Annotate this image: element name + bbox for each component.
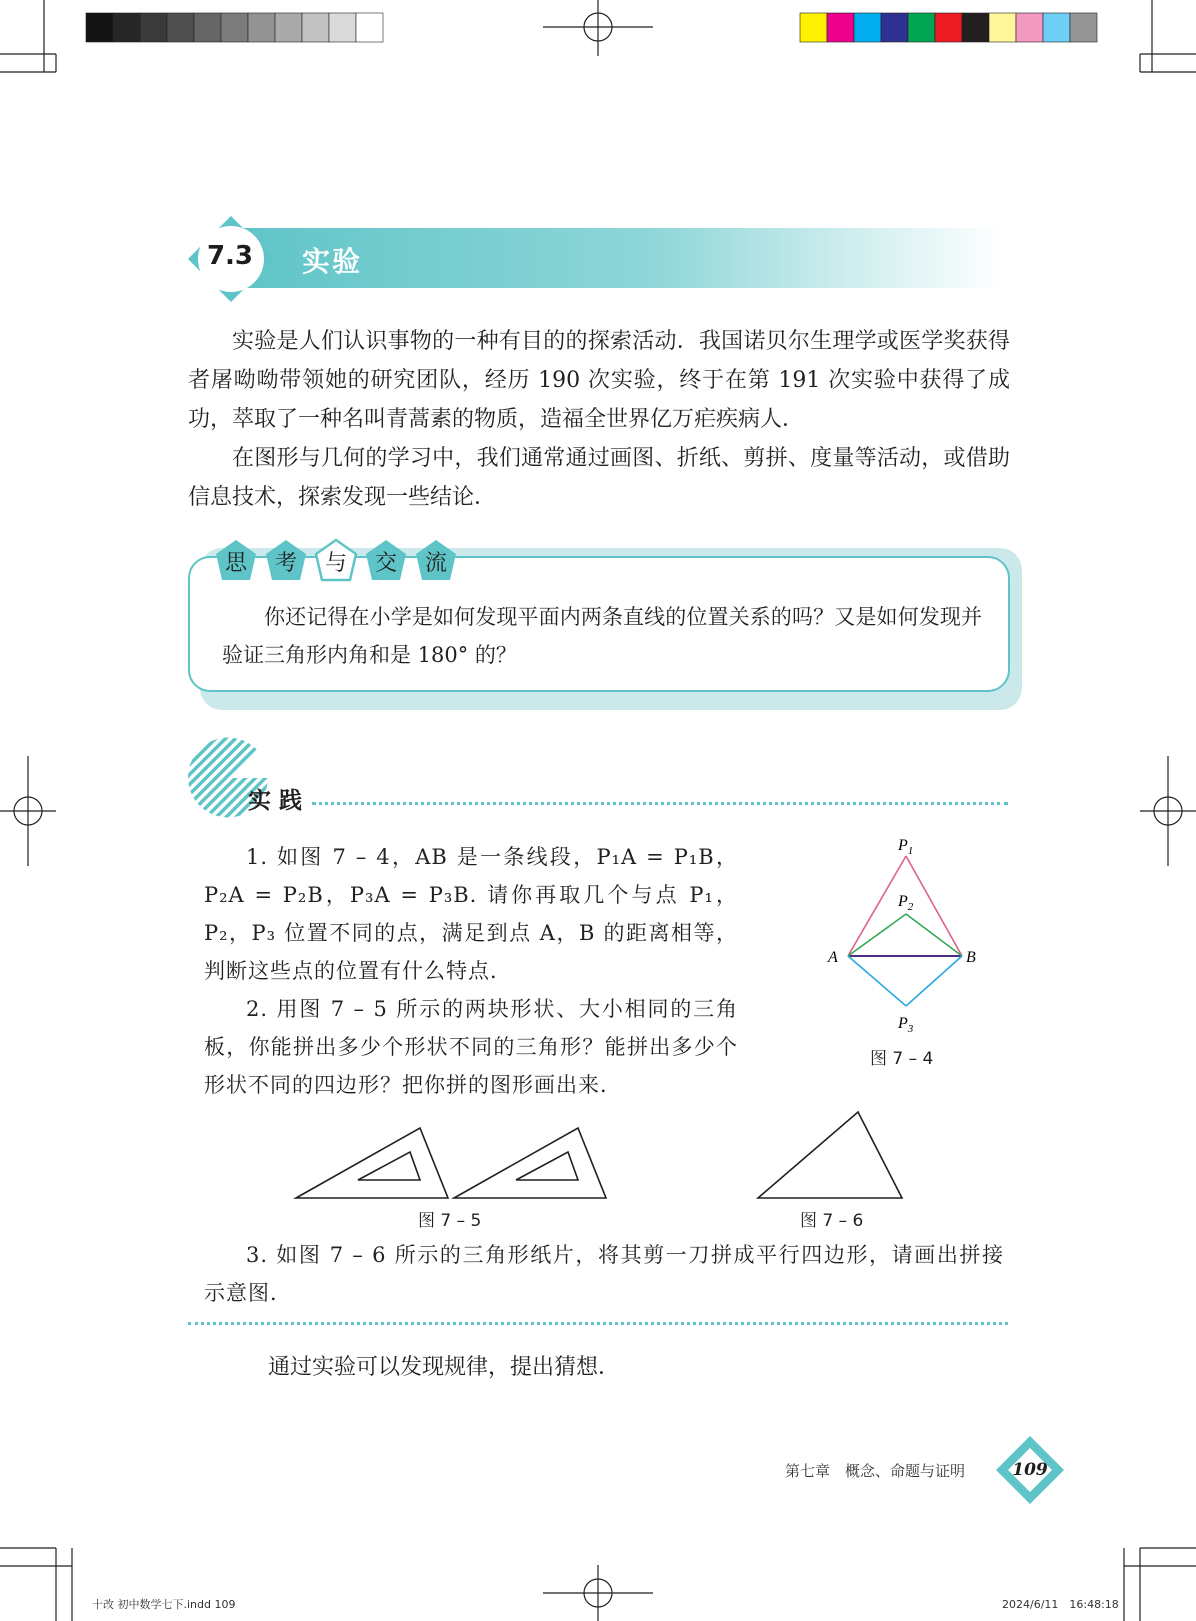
color-swatch-7 (962, 13, 989, 42)
practice-item-2: 2. 用图 7 – 5 所示的两块形状、大小相同的三角板，你能拼出多少个形状不同的三角形？能拼出多少个形状不同的四边形？把你拼的图形画出来． (204, 997, 738, 1097)
figure-7-4 (820, 836, 990, 1036)
label-b: B (966, 949, 976, 966)
footer-chapter-title: 第七章 概念、命题与证明 (785, 1462, 966, 1480)
color-swatch-3 (854, 13, 881, 42)
color-swatch-1 (800, 13, 827, 42)
practice-item-3: 3. 如图 7 – 6 所示的三角形纸片，将其剪一刀拼成平行四边形，请画出拼接示意图． (204, 1243, 1004, 1305)
figure-7-4-caption: 图 7 – 4 (870, 1049, 934, 1069)
gray-swatch-11 (356, 13, 383, 42)
closing-sentence: 通过实验可以发现规律，提出猜想． (268, 1355, 621, 1380)
page-number: 109 (1012, 1460, 1048, 1480)
think-badge-3: 与 (324, 551, 347, 576)
triangle-ruler-1-outer (296, 1128, 448, 1198)
gray-calibration-swatches (86, 13, 383, 42)
figure-7-5 (290, 1122, 610, 1202)
intro-paragraph-2: 在图形与几何的学习中，我们通常通过画图、折纸、剪拼、度量等活动，或借助信息技术，探索发现一些结论． (188, 446, 1010, 510)
gray-swatch-8 (275, 13, 302, 42)
section-title: 实验 (302, 245, 363, 278)
color-swatch-6 (935, 13, 962, 42)
color-swatch-10 (1043, 13, 1070, 42)
color-swatch-2 (827, 13, 854, 42)
slug-file-info: 十改 初中数学七下.indd 109 (92, 1598, 236, 1611)
gray-swatch-2 (113, 13, 140, 42)
segment-p3a (848, 956, 906, 1006)
segment-p1b (906, 856, 962, 956)
slug-timestamp: 2024/6/11 16:48:18 (1002, 1598, 1119, 1611)
gray-swatch-5 (194, 13, 221, 42)
gray-swatch-9 (302, 13, 329, 42)
color-swatch-9 (1016, 13, 1043, 42)
label-p2: $P_2$ (898, 893, 914, 913)
gray-swatch-3 (140, 13, 167, 42)
paper-triangle (758, 1112, 902, 1198)
gray-swatch-6 (221, 13, 248, 42)
color-swatch-11 (1070, 13, 1097, 42)
segment-p2a (848, 914, 906, 956)
triangle-ruler-1-inner (358, 1152, 420, 1180)
gray-swatch-7 (248, 13, 275, 42)
segment-p3b (906, 956, 962, 1006)
triangle-ruler-2-outer (454, 1128, 606, 1198)
think-badge-4: 交 (374, 551, 397, 576)
color-swatch-8 (989, 13, 1016, 42)
section-number: 7.3 (206, 241, 254, 271)
label-a: A (828, 949, 838, 966)
label-p1: $P_1$ (898, 837, 914, 857)
color-swatch-4 (881, 13, 908, 42)
practice-title: 实践 (248, 788, 310, 814)
color-calibration-swatches (800, 13, 1097, 42)
think-badge-2: 考 (274, 551, 297, 576)
figure-7-5-caption: 图 7 – 5 (418, 1211, 482, 1231)
think-badge-5: 流 (424, 551, 447, 576)
intro-paragraph-1: 实验是人们认识事物的一种有目的的探索活动．我国诺贝尔生理学或医学奖获得者屠呦呦带领她的研究团队，经历 190 次实验，终于在第 191 次实验中获得了成功，萃取了一种名叫青蒿素的物质，造福全世界亿万疟疾病人． (188, 329, 1010, 432)
figure-7-6-caption: 图 7 – 6 (800, 1211, 864, 1231)
practice-item-1: 1. 如图 7 – 4，AB 是一条线段，P₁A = P₁B，P₂A = P₂B，P₃A = P₃B. 请你再取几个与点 P₁，P₂，P₃ 位置不同的点，满足到点 A，B 的距离相等，判断这些点的位置有什么特点． (204, 845, 738, 983)
practice-bottom-dotted-divider (188, 1322, 1008, 1325)
figure-7-6 (752, 1108, 912, 1204)
practice-top-dotted-divider (312, 802, 1008, 805)
gray-swatch-1 (86, 13, 113, 42)
gray-swatch-4 (167, 13, 194, 42)
think-question-text: 你还记得在小学是如何发现平面内两条直线的位置关系的吗？又是如何发现并验证三角形内角和是 180° 的？ (222, 605, 982, 667)
triangle-ruler-2-inner (516, 1152, 578, 1180)
color-swatch-5 (908, 13, 935, 42)
gray-swatch-10 (329, 13, 356, 42)
think-badge-1: 思 (224, 551, 247, 576)
label-p3: $P_3$ (898, 1015, 914, 1035)
segment-p2b (906, 914, 962, 956)
